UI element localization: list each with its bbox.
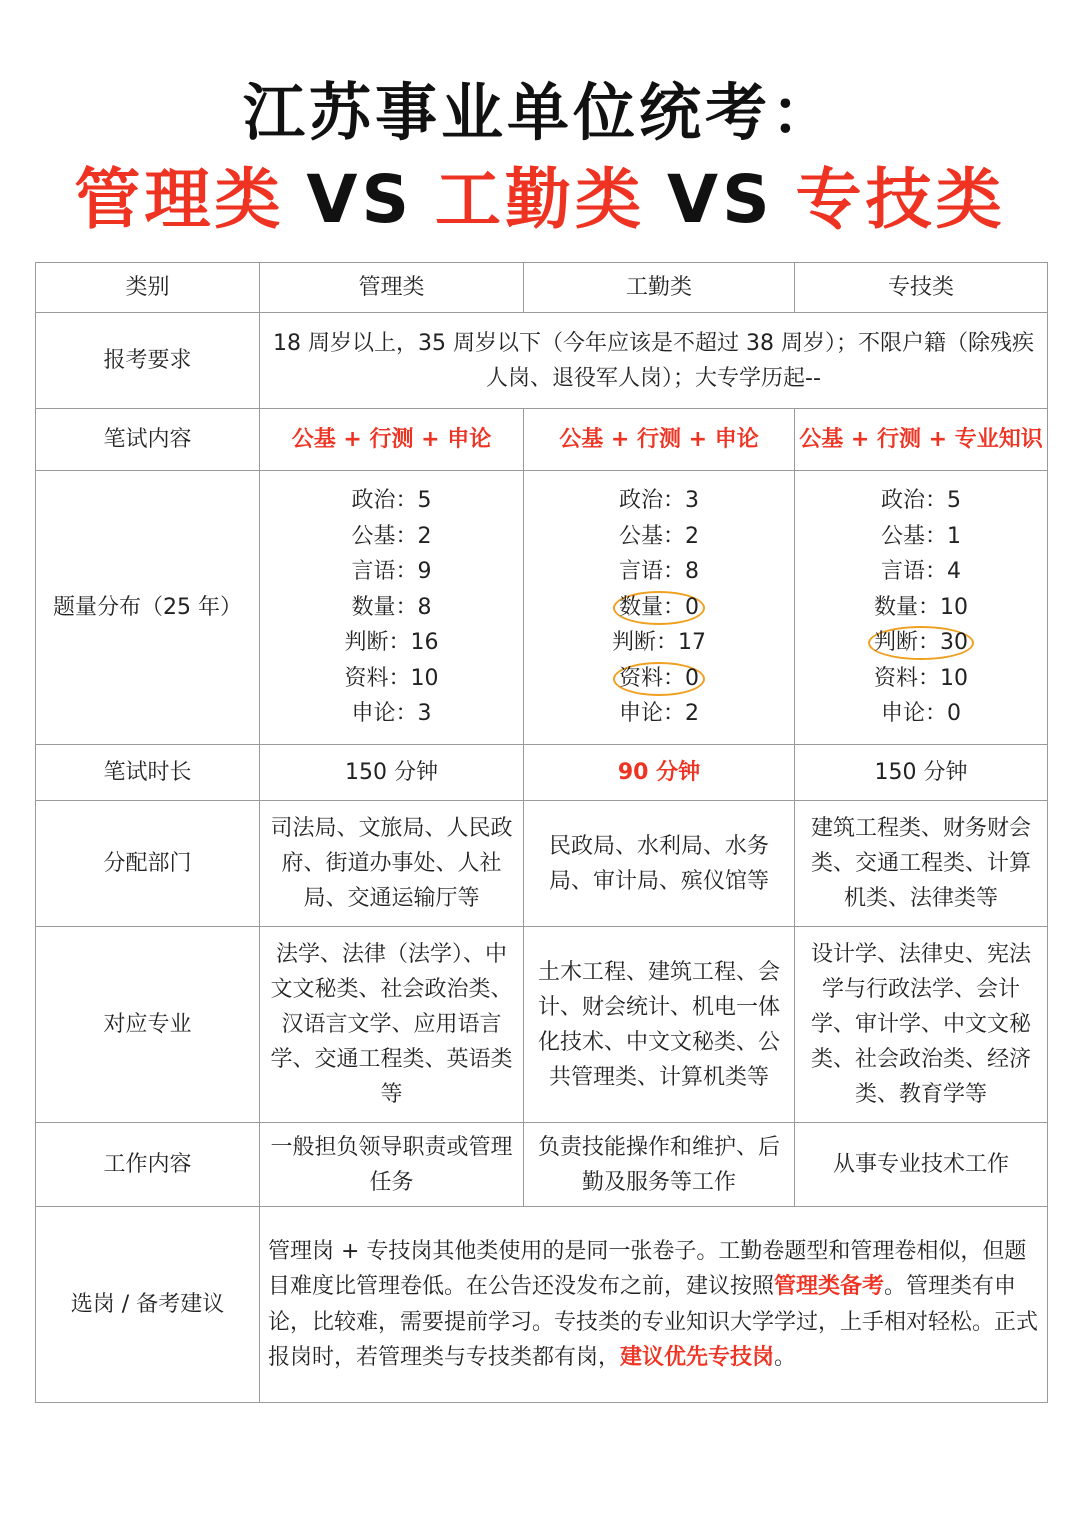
dist-item: 资料：10 (344, 665, 439, 691)
distribution-technical (795, 471, 1048, 745)
dist-item: 言语：4 (881, 559, 961, 585)
subtitle-cat-technical: 专技类 (795, 161, 1006, 238)
exam-content-logistics: 公基 + 行测 + 申论 (524, 409, 795, 471)
row-label: 笔试内容 (36, 409, 260, 471)
row-label: 笔试时长 (36, 745, 260, 801)
row-work (36, 1123, 1048, 1207)
duration-management: 150 分钟 (260, 745, 524, 801)
majors-technical: 设计学、法律史、宪法学与行政法学、会计学、审计学、中文文秘类、社会政治类、经济类、教育学等 (795, 927, 1048, 1123)
row-label: 选岗 / 备考建议 (36, 1207, 260, 1403)
subtitle-vs-2: VS (667, 161, 774, 238)
row-label: 工作内容 (36, 1123, 260, 1207)
dist-item: 公基：2 (619, 523, 699, 549)
duration-technical: 150 分钟 (795, 745, 1048, 801)
dist-item: 申论：0 (881, 701, 961, 727)
row-exam-content (36, 409, 1048, 471)
duration-logistics: 90 分钟 (524, 745, 795, 801)
header-management: 管理类 (260, 263, 524, 313)
row-majors (36, 927, 1048, 1123)
subtitle-cat-logistics: 工勤类 (435, 161, 645, 238)
dist-item: 公基：2 (351, 523, 432, 549)
requirements-value: 18 周岁以上，35 周岁以下（今年应该是不超过 38 周岁）；不限户籍（除残疾人岗、退役军人岗）；大专学历起-- (260, 313, 1048, 409)
row-departments (36, 801, 1048, 927)
advice-part-2: 。管理类有申论，比较难，需要提前学习。专技类的专业知识大学学过，上手相对轻松。正式报岗时，若管理类与专技类都有岗， (268, 1274, 1039, 1370)
highlight-circle: 数量：0 (613, 591, 705, 625)
dist-item: 申论：2 (619, 701, 699, 727)
highlight-circle: 判断：30 (868, 626, 974, 660)
dist-item: 数量：8 (351, 594, 432, 620)
work-technical: 从事专业技术工作 (795, 1123, 1048, 1207)
header-technical: 专技类 (795, 263, 1048, 313)
dist-item: 判断：17 (612, 630, 706, 656)
row-label: 分配部门 (36, 801, 260, 927)
row-duration (36, 745, 1048, 801)
departments-logistics: 民政局、水利局、水务局、审计局、殡仪馆等 (524, 801, 795, 927)
dist-item: 政治：5 (351, 488, 432, 514)
row-distribution (36, 471, 1048, 745)
highlight-circle: 资料：0 (613, 662, 705, 696)
dist-item: 政治：5 (881, 488, 961, 514)
page-title: 江苏事业单位统考： (242, 76, 837, 149)
dist-item: 言语：9 (351, 559, 432, 585)
advice-highlight-2: 建议优先专技岗 (620, 1345, 775, 1370)
comparison-table (35, 262, 1048, 1403)
page-subtitle (0, 162, 1080, 238)
advice-part-3: 。 (774, 1345, 797, 1370)
row-advice (36, 1207, 1048, 1403)
dist-item (534, 661, 784, 697)
row-label: 对应专业 (36, 927, 260, 1123)
advice-highlight-1: 管理类备考 (774, 1274, 885, 1299)
majors-logistics: 土木工程、建筑工程、会计、财会统计、机电一体化技术、中文文秘类、公共管理类、计算机类等 (524, 927, 795, 1123)
header-category: 类别 (36, 263, 260, 313)
dist-item: 公基：1 (881, 523, 961, 549)
dist-item (534, 590, 784, 626)
advice-text (260, 1207, 1048, 1403)
exam-content-management: 公基 + 行测 + 申论 (260, 409, 524, 471)
row-label: 题量分布（25 年） (36, 471, 260, 745)
majors-management: 法学、法律（法学）、中文文秘类、社会政治类、汉语言文学、应用语言学、交通工程类、英语类等 (260, 927, 524, 1123)
dist-item: 申论：3 (351, 701, 432, 727)
work-management: 一般担负领导职责或管理任务 (260, 1123, 524, 1207)
dist-item: 言语：8 (619, 559, 699, 585)
distribution-management (260, 471, 524, 745)
exam-content-technical: 公基 + 行测 + 专业知识 (795, 409, 1048, 471)
subtitle-cat-management: 管理类 (74, 161, 285, 238)
departments-technical: 建筑工程类、财务财会类、交通工程类、计算机类、法律类等 (795, 801, 1048, 927)
subtitle-vs-1: VS (306, 161, 413, 238)
header-logistics: 工勤类 (524, 263, 795, 313)
distribution-logistics (524, 471, 795, 745)
row-requirements (36, 313, 1048, 409)
dist-item: 资料：10 (874, 665, 968, 691)
header-row (36, 263, 1048, 313)
work-logistics: 负责技能操作和维护、后勤及服务等工作 (524, 1123, 795, 1207)
row-label: 报考要求 (36, 313, 260, 409)
departments-management: 司法局、文旅局、人民政府、街道办事处、人社局、交通运输厅等 (260, 801, 524, 927)
dist-item: 政治：3 (619, 488, 699, 514)
dist-item: 判断：16 (344, 630, 439, 656)
advice-part-1: 管理岗 + 专技岗其他类使用的是同一张卷子。工勤卷题型和管理卷相似，但题目难度比管理卷低。在公告还没发布之前，建议按照 (268, 1238, 1027, 1299)
dist-item (805, 625, 1037, 661)
dist-item: 数量：10 (874, 594, 968, 620)
